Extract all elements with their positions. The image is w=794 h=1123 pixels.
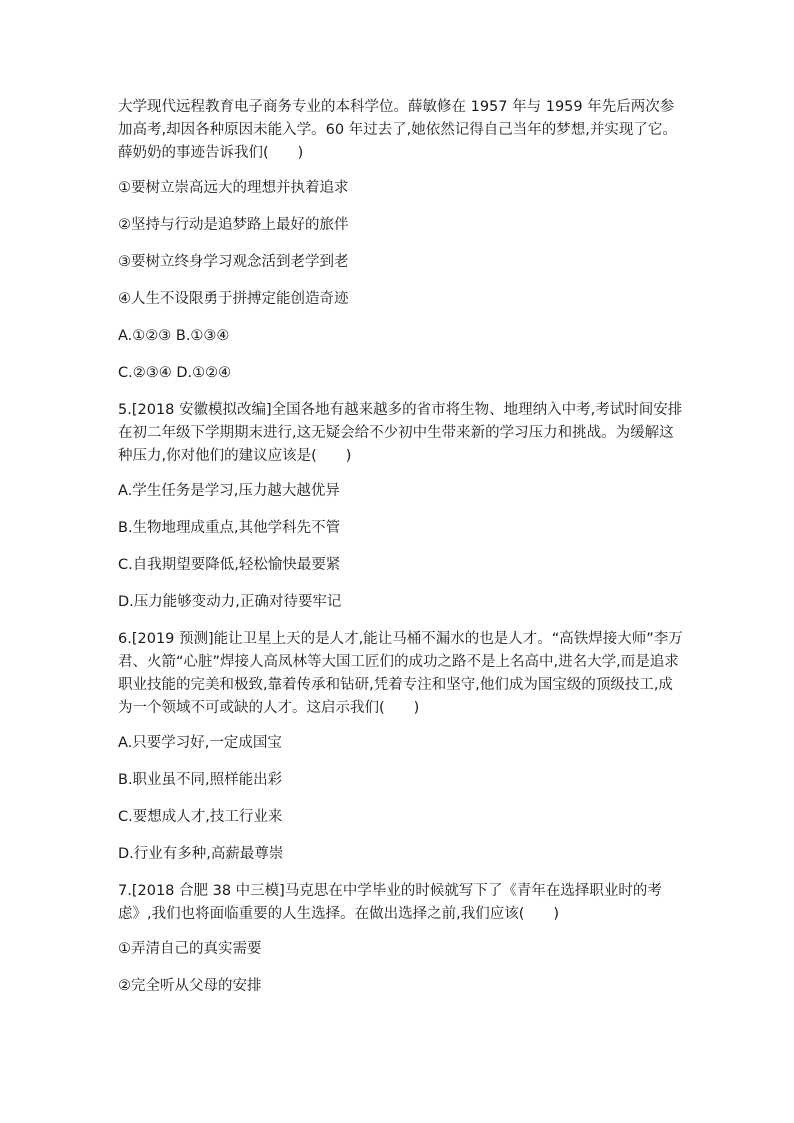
question-4-stem: 大学现代远程教育电子商务专业的本科学位。薛敏修在 1957 年与 1959 年先后两次参加高考,却因各种原因未能入学。60 年过去了,她依然记得自己当年的梦想,并实现了它。薛奶奶的事迹告诉我们( ) bbox=[118, 99, 677, 161]
question-6-option-c: C.要想成人才,技工行业来 bbox=[118, 809, 283, 825]
question-5-option-b: B.生物地理成重点,其他学科先不管 bbox=[118, 520, 341, 536]
question-5-option-c: C.自我期望要降低,轻松愉快最要紧 bbox=[118, 557, 341, 573]
question-7-statement-2: ②完全听从父母的安排 bbox=[118, 978, 262, 994]
question-5-stem: 5.[2018 安徽模拟改编]全国各地有越来越多的省市将生物、地理纳入中考,考试时间安排在初二年级下学期期末进行,这无疑会给不少初中生带来新的学习压力和挑战。为缓解这种压力,你对他们的建议应该是( ) bbox=[118, 402, 683, 464]
question-6-option-b: B.职业虽不同,照样能出彩 bbox=[118, 772, 283, 788]
statement-1: ①要树立崇高远大的理想并执着追求 bbox=[118, 180, 349, 196]
statement-4: ④人生不设限勇于拼搏定能创造奇迹 bbox=[118, 291, 349, 307]
question-6-stem: 6.[2019 预测]能让卫星上天的是人才,能让马桶不漏水的也是人才。“高铁焊接大师”李万君、火箭“心脏”焊接人高凤林等大国工匠们的成功之路不是上名高中,进名大学,而是追求职业技能的完美和极致,靠着传承和钻研,凭着专注和坚守,他们成为国宝级的顶级技工,成为一个领域不可或缺的人才。这启示我们( ) bbox=[118, 631, 683, 716]
answer-options-ab: A.①②③ B.①③④ bbox=[118, 328, 230, 344]
question-6-option-d: D.行业有多种,高薪最尊崇 bbox=[118, 846, 284, 862]
question-5-option-d: D.压力能够变动力,正确对待要牢记 bbox=[118, 594, 342, 610]
document-page bbox=[118, 96, 684, 1012]
question-7-stem: 7.[2018 合肥 38 中三模]马克思在中学毕业的时候就写下了《青年在选择职业时的考虑》,我们也将面临重要的人生选择。在做出选择之前,我们应该( ) bbox=[118, 883, 662, 922]
question-5-option-a: A.学生任务是学习,压力越大越优异 bbox=[118, 483, 340, 499]
statement-2: ②坚持与行动是追梦路上最好的旅伴 bbox=[118, 217, 349, 233]
statement-3: ③要树立终身学习观念活到老学到老 bbox=[118, 254, 349, 270]
question-6-option-a: A.只要学习好,一定成国宝 bbox=[118, 735, 282, 751]
question-7-statement-1: ①弄清自己的真实需要 bbox=[118, 941, 262, 957]
answer-options-cd: C.②③④ D.①②④ bbox=[118, 365, 232, 381]
